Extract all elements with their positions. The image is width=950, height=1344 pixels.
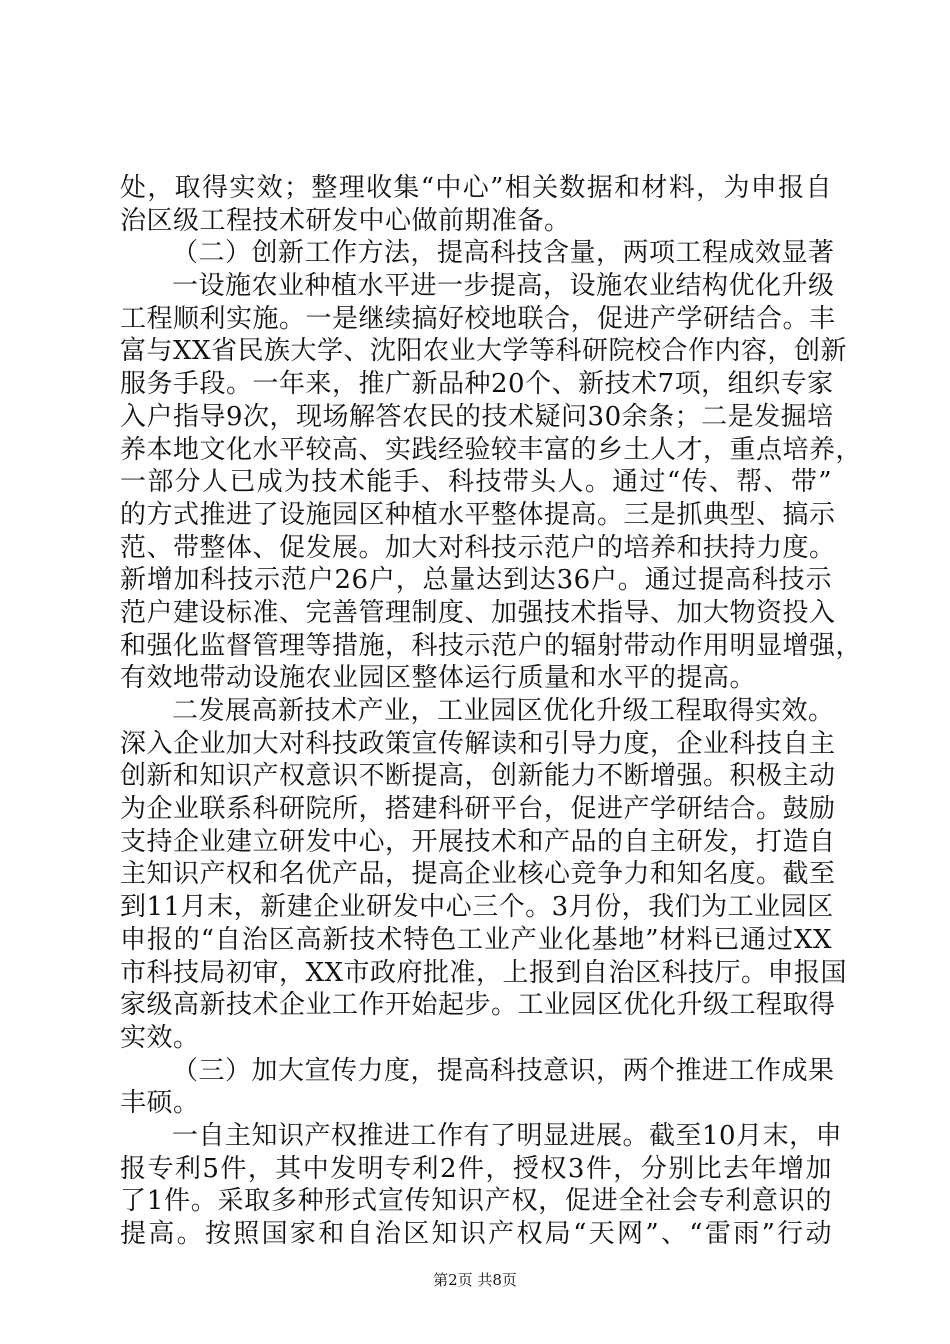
text-line: 和强化监督管理等措施，科技示范户的辐射带动作用明显增强， <box>120 630 863 661</box>
section-heading: （三）加大宣传力度，提高科技意识，两个推进工作成果 <box>172 1055 835 1086</box>
text-line: 处，取得实效；整理收集“中心”相关数据和材料，为申报自 <box>120 173 832 203</box>
text-line: 提高。按照国家和自治区知识产权局“天网”、“雷雨”行动 <box>120 1219 832 1249</box>
text-line: 养本地文化水平较高、实践经验较丰富的乡土人才，重点培养， <box>120 434 863 465</box>
text-line: 治区级工程技术研发中心做前期准备。 <box>120 205 571 236</box>
text-line: 有效地带动设施农业园区整体运行质量和水平的提高。 <box>120 663 757 694</box>
text-line: 市科技局初审，XX市政府批准，上报到自治区科技厅。申报国 <box>120 957 848 988</box>
text-line: 支持企业建立研发中心，开展技术和产品的自主研发，打造自 <box>120 826 836 857</box>
text-line: 一自主知识产权推进工作有了明显进展。截至10月末，申 <box>172 1120 843 1151</box>
text-line: 一部分人已成为技术能手、科技带头人。通过“传、帮、带” <box>120 467 832 498</box>
text-line: 工程顺利实施。一是继续搞好校地联合，促进产学研结合。丰 <box>120 303 836 334</box>
text-line: 新增加科技示范户26户，总量达到达36户。通过提高科技示 <box>120 565 832 596</box>
text-line: 实效。 <box>120 1022 200 1053</box>
text-line: 范、带整体、促发展。加大对科技示范户的培养和扶持力度。 <box>120 532 836 563</box>
text-line: 主知识产权和名优产品，提高企业核心竞争力和知名度。截至 <box>120 859 836 890</box>
text-line: 服务手段。一年来，推广新品种20个、新技术7项，组织专家 <box>120 369 834 400</box>
section-heading: 丰硕。 <box>120 1088 200 1119</box>
text-line: 的方式推进了设施园区种植水平整体提高。三是抓典型、搞示 <box>120 499 836 530</box>
text-line: 创新和知识产权意识不断提高，创新能力不断增强。积极主动 <box>120 761 836 792</box>
text-line: 家级高新技术企业工作开始起步。工业园区优化升级工程取得 <box>120 990 836 1021</box>
text-line: 到11月末，新建企业研发中心三个。3月份，我们为工业园区 <box>120 892 834 923</box>
text-line: 申报的“自治区高新技术特色工业产业化基地”材料已通过XX <box>120 924 832 955</box>
section-heading: （二）创新工作方法，提高科技含量，两项工程成效显著 <box>172 238 835 269</box>
text-line: 二发展高新技术产业，工业园区优化升级工程取得实效。 <box>172 696 835 726</box>
text-line: 报专利5件，其中发明专利2件，授权3件，分别比去年增加 <box>120 1153 832 1184</box>
text-line: 一设施农业种植水平进一步提高，设施农业结构优化升级 <box>172 271 835 302</box>
page-footer: 第2页 共8页 <box>433 1271 517 1289</box>
text-line: 富与XX省民族大学、沈阳农业大学等科研院校合作内容，创新 <box>120 336 848 367</box>
text-line: 入户指导9次，现场解答农民的技术疑问30余条；二是发掘培 <box>120 401 834 432</box>
text-line: 了1件。采取多种形式宣传知识产权，促进全社会专利意识的 <box>120 1186 832 1217</box>
text-line: 范户建设标准、完善管理制度、加强技术指导、加大物资投入 <box>120 597 836 628</box>
body-text <box>120 172 863 1251</box>
text-line: 为企业联系科研院所，搭建科研平台，促进产学研结合。鼓励 <box>120 794 836 825</box>
text-line: 深入企业加大对科技政策宣传解读和引导力度，企业科技自主 <box>120 728 836 759</box>
